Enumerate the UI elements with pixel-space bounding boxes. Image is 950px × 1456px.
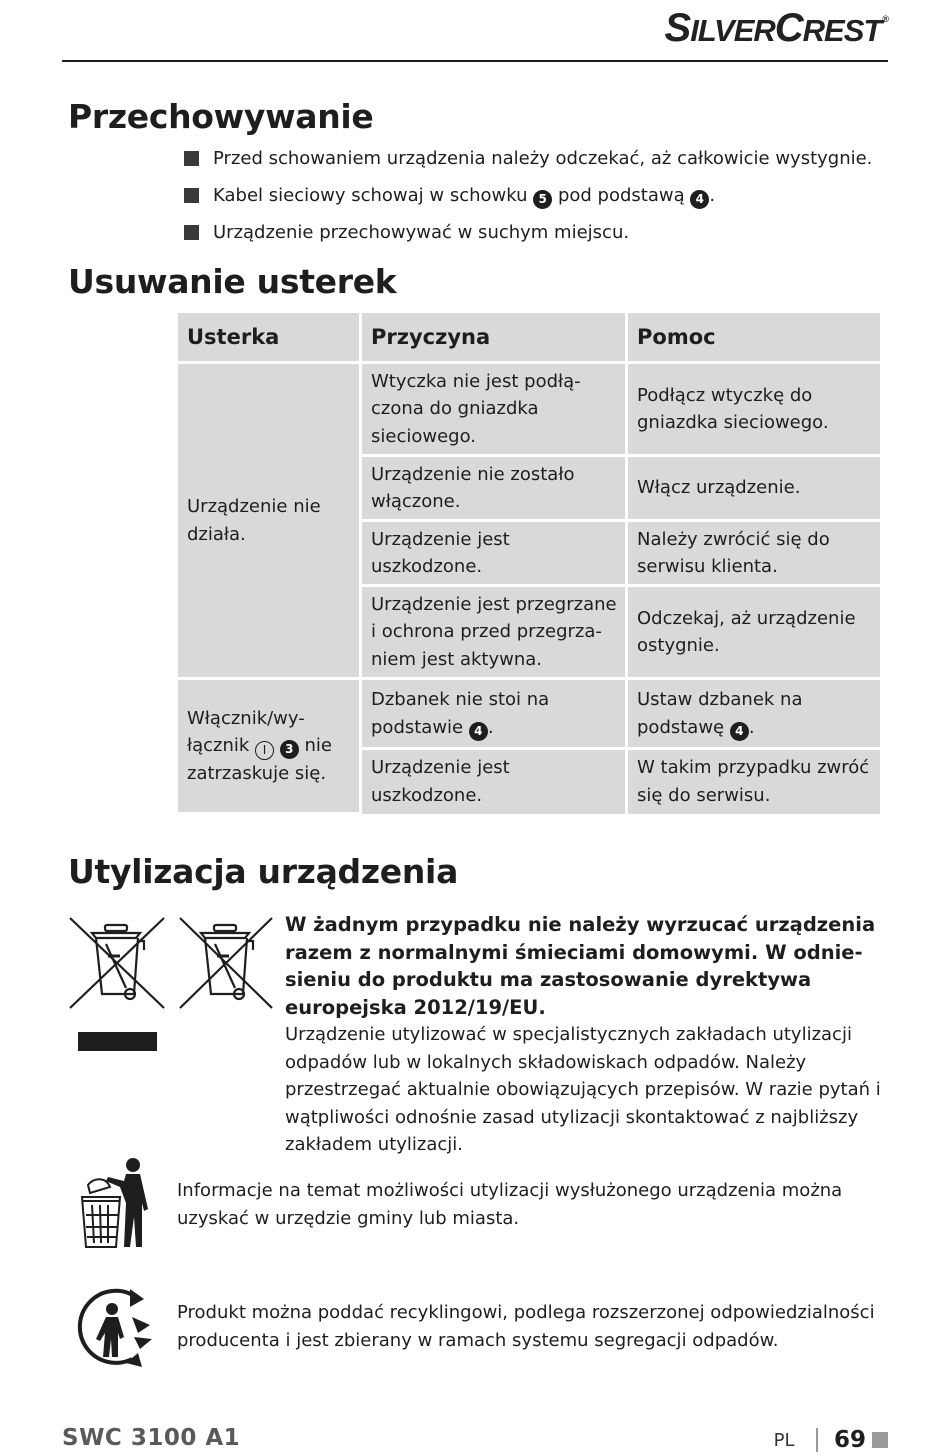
bullet-square-icon [184, 188, 199, 203]
footer-pagination [774, 1424, 888, 1456]
help-cell: Ustaw dzbanek na podstawę 4 . [627, 679, 881, 749]
cause-cell: Wtyczka nie jest podłą-czona do gniazdka sieciowego. [361, 363, 627, 456]
disposal-heading: Utylizacja urządzenia [68, 852, 459, 891]
part-number-4-badge: 4 [690, 190, 709, 209]
cause-cell: Urządzenie jest przegrzane i ochrona przed przegrza-niem jest aktywna. [361, 586, 627, 679]
disposal-warning: W żadnym przypadku nie należy wyrzucać urządzenia razem z normalnymi śmieciami domowymi. W odnie-sieniu do produktu ma zastosowanie dyrektywa europejska 2012/19/EU. [285, 913, 876, 1019]
power-switch-icon: I [255, 741, 274, 760]
fault-cell: Urządzenie nie działa. [178, 363, 361, 679]
bullet-item: Urządzenie przechowywać w suchym miejscu. [184, 219, 872, 256]
part-number-4-badge: 4 [730, 722, 749, 741]
cause-cell: Urządzenie jest uszkodzone. [361, 749, 627, 814]
part-number-5-badge: 5 [533, 190, 552, 209]
bullet-square-icon [184, 151, 199, 166]
disposal-info: Informacje na temat możliwości utylizacji wysłużonego urządzenia można uzyskać w urzędzie gminy lub miasta. [177, 1180, 843, 1229]
recycling-person-icon [76, 1287, 158, 1367]
part-number-3-badge: 3 [280, 740, 299, 759]
storage-heading: Przechowywanie [68, 97, 374, 136]
cause-cell: Urządzenie nie zostało włączone. [361, 456, 627, 521]
bullet-item: Kabel sieciowy schowaj w schowku 5 pod podstawą 4 . [184, 182, 872, 219]
person-throwing-in-bin-icon [78, 1157, 154, 1249]
column-header-cause: Przyczyna [361, 313, 627, 363]
part-number-4-badge: 4 [469, 722, 488, 741]
cause-cell: Dzbanek nie stoi na podstawie 4 . [361, 679, 627, 749]
header-rule [62, 60, 888, 62]
weee-icon-2-wrap [178, 914, 278, 1018]
troubleshooting-heading: Usuwanie usterek [68, 262, 397, 301]
fault-cell: Włącznik/wy-łącznik I 3 nie zatrzaskuje się. [178, 679, 361, 814]
help-cell: Włącz urządzenie. [627, 456, 881, 521]
recycling-info: Produkt można poddać recyklingowi, podlega rozszerzonej odpowiedzialności producenta i jest zbierany w ramach systemu segregacji odpadów. [177, 1302, 875, 1351]
footer-language: PL [773, 1429, 795, 1451]
bullet-item: Przed schowaniem urządzenia należy odczekać, aż całkowicie wystygnie. [184, 145, 872, 182]
bullet-square-icon [184, 225, 199, 240]
table-row [178, 679, 880, 749]
help-cell: Odczekaj, aż urządzenie ostygnie. [627, 586, 881, 679]
weee-black-bar [78, 1032, 157, 1051]
recycling-icon-wrap [76, 1287, 158, 1371]
help-cell: Należy zwrócić się do serwisu klienta. [627, 521, 881, 586]
troubleshooting-table [178, 313, 880, 815]
page-number: 69 [833, 1427, 866, 1453]
help-cell: W takim przypadku zwróć się do serwisu. [627, 749, 881, 814]
cause-cell: Urządzenie jest uszkodzone. [361, 521, 627, 586]
help-cell: Podłącz wtyczkę do gniazdka sieciowego. [627, 363, 881, 456]
storage-bullet-list [184, 145, 872, 256]
column-header-fault: Usterka [178, 313, 361, 363]
tidyman-icon-wrap [78, 1157, 154, 1253]
table-row [178, 363, 880, 456]
column-header-help: Pomoc [627, 313, 881, 363]
crossed-out-wheelie-bin-icon [178, 914, 278, 1014]
footer-divider [816, 1428, 818, 1452]
footer-model: SWC 3100 A1 [62, 1425, 241, 1451]
table-header-row [178, 313, 880, 363]
disposal-instructions: Urządzenie utylizować w specjalistycznych zakładach utylizacji odpadów lub w lokalnych składowiskach odpadów. Należy przestrzegać aktualnie obowiązujących przepisów. W razie pytań i wątpliwości odnośnie zasad utylizacji skontaktować z najbliższy zakładem utylizacji. [285, 1024, 881, 1155]
brand-logo: SILVERCREST® [664, 6, 888, 50]
footer-square-icon [872, 1432, 888, 1448]
